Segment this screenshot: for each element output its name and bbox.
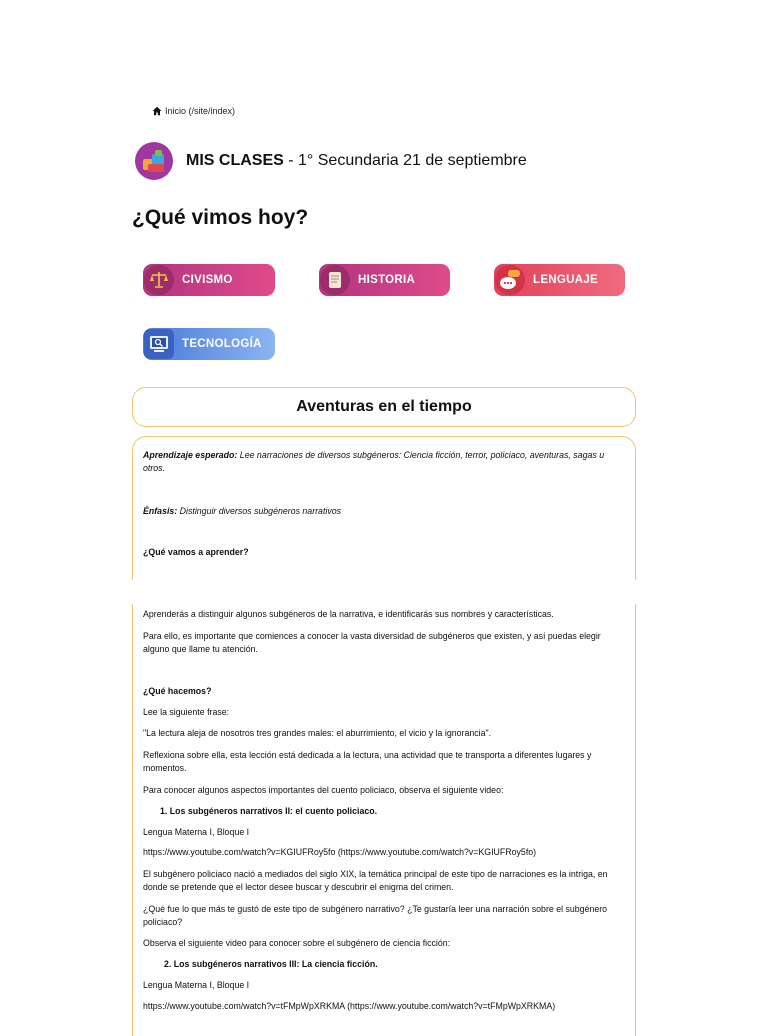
scales-icon bbox=[144, 265, 174, 295]
subject-label: LENGUAJE bbox=[533, 274, 599, 286]
header-brand: MIS CLASES bbox=[186, 152, 284, 169]
page-title: ¿Qué vimos hoy? bbox=[132, 206, 309, 229]
paragraph: Lee la siguiente frase: bbox=[143, 707, 230, 717]
enfasis-label: Énfasis: bbox=[143, 506, 178, 516]
paragraph: Lengua Materna I, Bloque I bbox=[143, 980, 250, 990]
subject-label: TECNOLOGÍA bbox=[182, 338, 262, 350]
enfasis bbox=[143, 505, 621, 518]
paragraph: Observa el siguiente video para conocer sobre el subgénero de ciencia ficción: bbox=[143, 938, 451, 948]
breadcrumb[interactable] bbox=[152, 106, 235, 116]
computer-search-icon bbox=[144, 329, 174, 359]
list-item-video-2: 2. Los subgéneros narrativos III: La ciencia ficción. bbox=[164, 959, 378, 969]
chat-bubbles-icon bbox=[495, 265, 525, 295]
aprendizaje-label: Aprendizaje esperado: bbox=[143, 450, 238, 460]
scroll-icon bbox=[320, 265, 350, 295]
aprendizaje-text: Lee narraciones de diversos subgéneros: Ciencia ficción, terror, policiaco, aventuras, sagas u otros. bbox=[143, 450, 605, 473]
paragraph: El subgénero policiaco nació a mediados del siglo XIX, la temática principal de este tipo de narraciones es la intriga, en donde se pretende que el lector desee buscar y descubrir el enigma del crimen. bbox=[143, 869, 608, 892]
subject-label: HISTORIA bbox=[358, 274, 416, 286]
header-subtitle: - 1° Secundaria 21 de septiembre bbox=[283, 152, 527, 169]
paragraph: Lengua Materna I, Bloque I bbox=[143, 827, 250, 837]
page-break-gap bbox=[128, 580, 640, 604]
mis-clases-logo-icon bbox=[135, 142, 173, 180]
paragraph: ¿Qué fue lo que más te gustó de este tipo de subgénero narrativo? ¿Te gustaría leer una narración sobre el subgénero policiaco? bbox=[143, 904, 608, 927]
subject-button-tecnologia[interactable] bbox=[143, 328, 275, 360]
paragraph: Aprenderás a distinguir algunos subgéneros de la narrativa, e identificarás sus nombres y características. bbox=[143, 609, 554, 619]
home-icon bbox=[152, 106, 162, 116]
lesson-title: Aventuras en el tiempo bbox=[296, 398, 472, 415]
lesson-title-card bbox=[132, 387, 636, 427]
heading-que-vamos-a-aprender: ¿Qué vamos a aprender? bbox=[143, 547, 249, 557]
paragraph: Para conocer algunos aspectos importantes del cuento policiaco, observa el siguiente video: bbox=[143, 785, 504, 795]
breadcrumb-home-link[interactable]: Inicio (/site/index) bbox=[165, 106, 236, 116]
subject-button-civismo[interactable] bbox=[143, 264, 275, 296]
subject-label: CIVISMO bbox=[182, 274, 233, 286]
page-header bbox=[135, 142, 527, 180]
subject-button-historia[interactable] bbox=[319, 264, 450, 296]
list-item-video-1: 1. Los subgéneros narrativos II: el cuento policiaco. bbox=[160, 806, 378, 816]
video-link-1[interactable]: https://www.youtube.com/watch?v=KGIUFRoy5fo (https://www.youtube.com/watch?v=KGIUFRoy5fo) bbox=[143, 847, 537, 857]
header-title bbox=[186, 152, 527, 170]
paragraph: Para ello, es importante que comiences a conocer la vasta diversidad de subgéneros que existen, y así puedas elegir alguno que llame tu atención. bbox=[143, 631, 601, 654]
paragraph: Reflexiona sobre ella, esta lección está dedicada a la lectura, una actividad que te transporta a diferentes lugares y momentos. bbox=[143, 750, 592, 773]
subject-button-lenguaje[interactable] bbox=[494, 264, 625, 296]
aprendizaje-esperado bbox=[143, 449, 621, 475]
enfasis-text: Distinguir diversos subgéneros narrativos bbox=[177, 506, 342, 516]
quote: "La lectura aleja de nosotros tres grandes males: el aburrimiento, el vicio y la ignorancia". bbox=[143, 728, 492, 738]
video-link-2[interactable]: https://www.youtube.com/watch?v=tFMpWpXRKMA (https://www.youtube.com/watch?v=tFMpWpXRKMA) bbox=[143, 1001, 556, 1011]
heading-que-hacemos: ¿Qué hacemos? bbox=[143, 686, 212, 696]
